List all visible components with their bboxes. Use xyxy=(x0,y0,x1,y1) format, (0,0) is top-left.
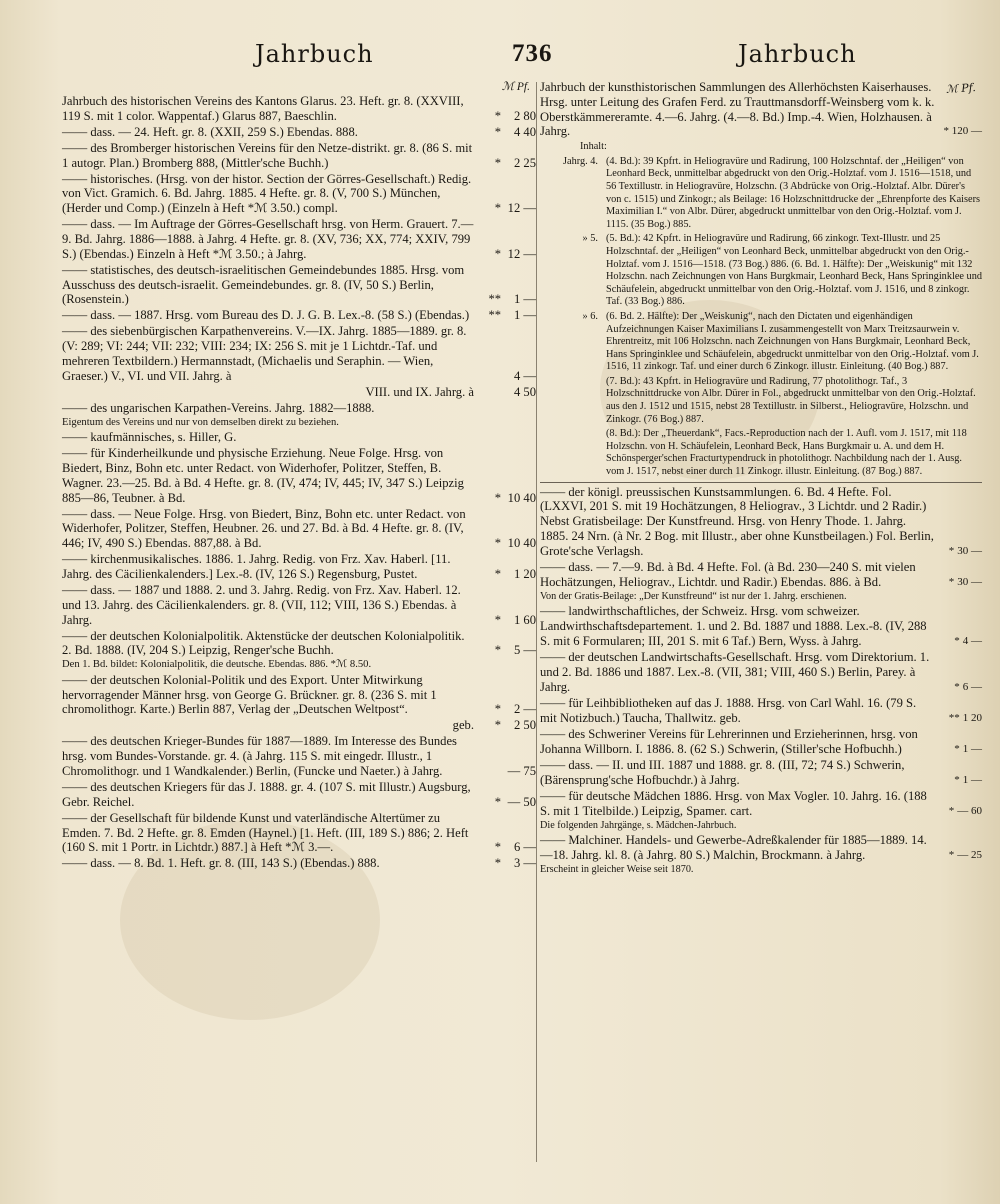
catalog-entry xyxy=(540,80,982,139)
price-mark: ** xyxy=(488,308,502,323)
entry-price xyxy=(474,94,536,124)
entry-text: —— des Bromberger historischen Vereins für den Netze-distrikt. gr. 8. (86 S. mit 1 autogr. Plan.) Bromberg 888, (Mittler'sche Buchh.) xyxy=(62,140,473,170)
note-text: Erscheint in gleicher Weise seit 1870. xyxy=(540,864,694,876)
price-mark: * xyxy=(948,804,955,817)
entry-text: —— dass. — Im Auftrage der Görres-Gesellschaft hrsg. von Herm. Grauert. 7.—9. Bd. Jahrg. 1886—1888. à Jahrg. 4 Hefte. gr. 8. (XV, 736; XX, 774; XXIV, 799 S.) (Ebendas.) Einzeln à Heft *ℳ 3.50.; à Jahrg. xyxy=(62,217,474,261)
entry-price xyxy=(474,324,536,383)
catalog-entry xyxy=(540,560,982,590)
column-divider xyxy=(536,82,537,1162)
price-value: 5 — xyxy=(513,643,536,658)
catalog-entry xyxy=(62,308,536,323)
price-value: 12 — xyxy=(507,246,536,261)
entry-price xyxy=(474,217,536,261)
price-mark: * xyxy=(954,742,960,755)
entry-text: —— des deutschen Krieger-Bundes für 1887—1889. Im Interesse des Bundes hrsg. vom Bundes-Vorstande. gr. 4. (à Jahrg. 115 S. mit eingedr. Illustr., 1 Chromolithogr. und 1 Wandkalender.) Berlin, (Funcke und Naeter.) à Jahrg. xyxy=(62,734,457,779)
catalog-entry xyxy=(540,485,982,559)
catalog-entry xyxy=(62,718,536,733)
price-value: 1 — xyxy=(513,292,536,307)
price-value: 1 60 xyxy=(513,612,536,627)
price-mark: ** xyxy=(488,292,502,307)
entry-text: —— für deutsche Mädchen 1886. Hrsg. von Max Vogler. 10. Jahrg. 16. (188 S. mit 1 Titelbilde.) Leipzig, Spamer. cart. xyxy=(540,788,927,818)
note-text: Eigentum des Vereins und nur von demselben direkt zu beziehen. xyxy=(62,416,339,428)
price-mark: * xyxy=(494,702,502,717)
price-value: — 50 xyxy=(507,794,536,809)
contents-item-text: (8. Bd.): Der „Theuerdank“, Facs.-Reproduction nach der 1. Aufl. vom J. 1517, mit 118 Holzschn. von H. Schäufelein, Leonhard Beck, Hans Burgkmair u. A. und dem H. Schönsperger'schen Fracturtypendruck in photolithogr. Nachbildung nach der 1. Ausg. vom J. 1517, nebst einer durch 11 Zinkogr. illustr. Einleitung. (87 Bog.) 887. xyxy=(606,428,967,478)
entry-price xyxy=(474,141,536,171)
entry-text: —— kaufmännisches, s. Hiller, G. xyxy=(62,430,237,445)
contents-item-label xyxy=(540,428,606,478)
price-value: 10 40 xyxy=(507,490,536,505)
price-mark: * xyxy=(954,773,960,786)
contents-item-text: (5. Bd.): 42 Kpfrt. in Heliogravüre und Radirung, 66 zinkogr. Text-Illustr. und 25 Holzschntaf. der „Heiligen“ von Leonhard Beck, unmittelbar abgedruckt von den Orig.-Holztaf. vom J. 1516—1518. (73 Bog.) 886. (6. Bd. 1. Hälfte): Der „Weiskunig“ mit 132 Holzschn. nach Zeichnungen von Hans Burgkmair, Leonhard Beck, Hans Springinklee und Schäufelein, abgedruckt unmittelbar von den Orig.-Holztaf. vom J. 1516, und 8 zinkogr. Taf. (33 Bog.) 886. xyxy=(606,233,983,308)
price-value: 3 — xyxy=(513,856,536,871)
entry-price xyxy=(936,727,982,757)
entry-text: —— Malchiner. Handels- und Gewerbe-Adreßkalender für 1885—1889. 14.—18. Jahrg. kl. 8. (à Jahrg. 80 S.) Malchin, Brockmann. à Jahrg. xyxy=(540,833,927,863)
entry-price xyxy=(936,650,982,694)
price-value: 2 25 xyxy=(513,155,536,170)
price-value: 30 — xyxy=(957,575,982,588)
entry-text: —— der deutschen Kolonial-Politik und des Export. Unter Mitwirkung hervorragender Männer hrsg. von George G. Brückner. gr. 8. (236 S. mit 1 chromolithogr. Karte.) Berlin 887, Verlag der „Deutschen Weltpost“. xyxy=(62,672,437,717)
entry-price xyxy=(474,718,536,733)
catalog-entry xyxy=(540,789,982,819)
currency-header-left: ℳ Pf. xyxy=(501,81,530,93)
entry-text: Jahrbuch des historischen Vereins des Kantons Glarus. 23. Heft. gr. 8. (XXVIII, 119 S. mit 1 color. Wappentaf.) Glarus 887, Baeschlin. xyxy=(62,94,464,123)
catalog-entry xyxy=(62,673,536,717)
price-mark: * xyxy=(494,718,502,733)
catalog-entry xyxy=(62,446,536,505)
entry-price xyxy=(936,789,982,819)
entry-text: —— der deutschen Landwirtschafts-Gesellschaft. Hrsg. vom Direktorium. 1. und 2. Bd. 1886 und 1887. Lex.-8. (VII, 381; VIII, 460 S.) Berlin, Parey. à Jahrg. xyxy=(540,650,930,694)
entry-price xyxy=(474,659,536,671)
catalog-entry xyxy=(540,758,982,788)
price-value: — 60 xyxy=(957,804,982,817)
price-mark: * xyxy=(494,201,502,216)
catalog-entry xyxy=(62,583,536,627)
contents-item-text: (7. Bd.): 43 Kpfrt. in Heliogravüre und Radirung, 77 photolithogr. Taf., 3 Holzschnittdrucke von Albr. Dürer in Fol., abgedruckt unmittelbar von den Orig.-Holztaf. aus den J. 1512 und 1515, nebst 28 Textillustr. in Silberst., Heliogravüre, Holzschn. und Zinkogr. (76 Bog.) 887. xyxy=(606,375,976,425)
contents-item-label: » 5. xyxy=(582,233,598,245)
price-mark: * xyxy=(494,108,502,123)
price-value: 1 20 xyxy=(962,711,982,724)
contents-item xyxy=(540,156,982,232)
price-value: 2 50 xyxy=(513,718,536,733)
price-value: 1 — xyxy=(962,742,982,755)
entry-price xyxy=(474,734,536,778)
entry-price xyxy=(936,604,982,648)
right-column xyxy=(540,80,982,878)
entry-text: —— des ungarischen Karpathen-Vereins. Jahrg. 1882—1888. xyxy=(62,400,375,415)
entry-price xyxy=(936,864,982,876)
price-value: 10 40 xyxy=(507,536,536,551)
contents-item-label: » 6. xyxy=(582,310,598,322)
running-header xyxy=(0,40,1000,80)
catalog-entry xyxy=(62,430,536,445)
price-value: 1 — xyxy=(513,308,536,323)
entry-text: —— für Kinderheilkunde und physische Erziehung. Neue Folge. Hrsg. von Biedert, Binz, Bohn etc. unter Redact. von Widerhofer, Politzer, Steffen, B. Wagner. 23.—25. Bd. à Bd. 4 Hefte. gr. 8. (IV, 474; IV, 445; IV, 347 S.) Leipzig 885—86, Teubner. à Bd. xyxy=(62,446,464,505)
page-number: 736 xyxy=(512,40,553,67)
entry-price xyxy=(936,696,982,726)
price-value: 4 — xyxy=(513,368,536,383)
entry-price xyxy=(936,833,982,863)
entry-price xyxy=(474,552,536,582)
entry-price xyxy=(474,507,536,551)
contents-item xyxy=(540,233,982,309)
price-value: 6 — xyxy=(962,680,982,693)
entry-text: —— der deutschen Kolonialpolitik. Aktenstücke der deutschen Kolonialpolitik. 2. Bd. 1888. (IV, 204 S.) Leipzig, Renger'sche Buchh. xyxy=(62,628,465,658)
catalog-entry xyxy=(540,696,982,726)
entry-text: —— der Gesellschaft für bildende Kunst und vaterländische Altertümer zu Emden. 7. Bd. 2 Hefte. gr. 8. Emden (Haynel.) [1. Heft. (III, 189 S.) 886; 2. Heft (160 S. mit 1 Portr. in Lichtdr.) 887.] à Heft *ℳ 3.—. xyxy=(62,810,469,855)
catalog-entry xyxy=(62,263,536,307)
price-mark: * xyxy=(948,575,955,588)
contents-block xyxy=(540,141,982,478)
note-text: Den 1. Bd. bildet: Kolonialpolitik, die deutsche. Ebendas. 886. *ℳ 8.50. xyxy=(62,659,372,671)
price-mark: * xyxy=(948,544,955,557)
entry-price xyxy=(474,417,536,429)
entry-text: —— dass. — 1887. Hrsg. vom Bureau des D. J. G. B. Lex.-8. (58 S.) (Ebendas.) xyxy=(62,308,470,323)
entry-text: geb. xyxy=(452,718,474,733)
catalog-entry xyxy=(62,385,536,400)
entry-text: VIII. und IX. Jahrg. à xyxy=(365,384,474,399)
price-value: 12 — xyxy=(507,201,536,216)
entry-price xyxy=(474,308,536,323)
running-title-right: Jahrbuch xyxy=(738,40,857,68)
catalog-entry xyxy=(62,507,536,551)
entry-text: —— dass. — 7.—9. Bd. à Bd. 4 Hefte. Fol. (à Bd. 230—240 S. mit vielen Hochätzungen, Heliograv., Lichtdr. und Radir.) Ebendas. 886. à Bd. xyxy=(540,560,916,589)
entry-text: —— kirchenmusikalisches. 1886. 1. Jahrg. Redig. von Frz. Xav. Haberl. [11. Jahrg. des Cäcilienkalenders.] Lex.-8. (IV, 126 S.) Regensburg, Pustet. xyxy=(62,552,451,581)
entry-price xyxy=(936,820,982,832)
entry-text: —— historisches. (Hrsg. von der histor. Section der Görres-Gesellschaft.) Redig. von Vict. Gramich. 6. Bd. Jahrg. 1885. 4 Hefte. gr. 8. (V, 700 S.) München, (Herder und Comp.) (Einzeln à Heft *ℳ 3.50.) compl. xyxy=(62,171,472,216)
catalog-entry xyxy=(62,401,536,416)
price-mark: * xyxy=(948,849,955,862)
catalog-entry xyxy=(62,125,536,140)
catalog-entry xyxy=(62,324,536,383)
note-text: Von der Gratis-Beilage: „Der Kunstfreund“ ist nur der 1. Jahrg. erschienen. xyxy=(540,590,847,602)
price-mark: * xyxy=(494,856,502,871)
catalog-entry xyxy=(62,141,536,171)
entry-price xyxy=(474,401,536,416)
catalog-entry xyxy=(540,650,982,694)
entry-text: —— dass. — Neue Folge. Hrsg. von Biedert, Binz, Bohn etc. unter Redact. von Widerhofer, Politzer, Steffen, Heubner. 26. und 27. Bd. à Bd. 4 Hefte. gr. 8. (IV, 446; IV, 490 S.) Ebendas. 887,88. à Bd. xyxy=(62,506,466,551)
contents-item xyxy=(540,311,982,374)
entry-price xyxy=(474,430,536,445)
entry-price xyxy=(936,560,982,590)
entry-text: —— des siebenbürgischen Karpathenvereins. V.—IX. Jahrg. 1885—1889. gr. 8. (V: 289; VI: 244; VII: 232; VIII: 234; IX: 256 S. mit je 1 Lichtdr.-Taf. und mehreren Textbildern.) Hermannstadt, (Michaelis und Seraphin. — Wien, Graeser.) V., VI. und VII. Jahrg. à xyxy=(62,324,467,383)
entry-price xyxy=(474,780,536,810)
entry-price xyxy=(936,758,982,788)
price-value: 2 — xyxy=(513,702,536,717)
entry-price xyxy=(936,80,982,139)
entry-note xyxy=(62,659,536,671)
entry-text: —— statistisches, des deutsch-israelitischen Gemeindebundes 1885. Hrsg. vom Ausschuss des deutsch-israelit. Gemeindebundes. gr. 8. (IV, 50 S.) Berlin, (Rosenstein.) xyxy=(62,262,465,307)
catalog-entry xyxy=(62,172,536,216)
entry-price xyxy=(474,583,536,627)
contents-list xyxy=(540,156,982,479)
price-mark: * xyxy=(494,794,502,809)
price-mark: * xyxy=(494,490,502,505)
entry-text: —— für Leihbibliotheken auf das J. 1888. Hrsg. von Carl Wahl. 16. (79 S. mit Notizbuch.) Taucha, Thallwitz. geb. xyxy=(540,695,917,725)
right-entries xyxy=(540,485,982,877)
entry-price xyxy=(474,263,536,307)
price-mark: * xyxy=(954,634,960,647)
entry-text: —— der königl. preussischen Kunstsammlungen. 6. Bd. 4 Hefte. Fol. (LXXVI, 201 S. mit 19 Hochätzungen, 8 Heliograv., 3 Lichtdr. und 2 Radir.) Nebst Gratisbeilage: Der Kunstfreund. Hrsg. von Henry Thode. 1. Jahrg. 1885. 24 Nrn. (à Nr. 2 Bog. mit Illustr., aber ohne Kunstbeilagen.) Fol. Berlin, Grote'sche Verlagsh. xyxy=(540,484,934,558)
catalog-entry xyxy=(62,629,536,659)
price-mark: * xyxy=(494,246,502,261)
entry-text: —— dass. — 1887 und 1888. 2. und 3. Jahrg. Redig. von Frz. Xav. Haberl. 12. und 13. Jahrg. des Cäcilienkalenders. gr. 8. (VII, 112; VIII, 136 S.) Ebendas. à Jahrg. xyxy=(62,582,461,627)
price-value: — 25 xyxy=(957,849,982,862)
price-mark: * xyxy=(494,566,502,581)
contents-item-text: (6. Bd. 2. Hälfte): Der „Weiskunig“, nach den Dictaten und eigenhändigen Aufzeichnungen Kaiser Maximilians I. zusammengestellt von Marx Treitzsaurwein v. Ehrentreitz, mit 106 Holzschn. nach Zeichnungen von Hans Burgkmair, Leonhard Beck, Hans Springinklee und Schäufelein, abgedruckt unmittelbar von den Orig.-Holztaf. vom J. 1516, 11 zinkogr. Taf. und einer durch 6 Zinkogr. illustr. Einleitung. (40 Bog.) 887. xyxy=(606,310,979,373)
entry-note xyxy=(540,864,982,876)
price-mark: * xyxy=(494,612,502,627)
catalog-entry xyxy=(62,217,536,261)
price-mark: * xyxy=(494,643,502,658)
catalog-entry xyxy=(62,856,536,871)
price-mark: * xyxy=(494,536,502,551)
price-mark: * xyxy=(494,155,502,170)
price-mark: * xyxy=(954,680,960,693)
price-value: 30 — xyxy=(957,544,982,557)
contents-item xyxy=(540,428,982,478)
catalog-entry xyxy=(540,604,982,648)
entry-text: —— des Schweriner Vereins für Lehrerinnen und Erzieherinnen, hrsg. von Johanna Willborn. I. 1886. 8. (62 S.) Schwerin, (Stiller'sche Hofbuchh.) xyxy=(540,726,918,756)
price-mark: * xyxy=(494,840,502,855)
price-mark: * xyxy=(494,124,502,139)
left-column xyxy=(62,80,536,872)
entry-text: —— dass. — 8. Bd. 1. Heft. gr. 8. (III, 143 S.) (Ebendas.) 888. xyxy=(62,856,380,871)
catalog-entry xyxy=(62,811,536,855)
price-value: 1 — xyxy=(962,773,982,786)
contents-item xyxy=(540,376,982,426)
entry-price xyxy=(474,856,536,871)
entry-price xyxy=(474,446,536,505)
price-value: 120 — xyxy=(951,125,982,138)
entry-price xyxy=(474,172,536,216)
entry-note xyxy=(540,591,982,603)
catalog-entry xyxy=(62,780,536,810)
price-mark: * xyxy=(943,125,949,138)
note-text: Die folgenden Jahrgänge, s. Mädchen-Jahrbuch. xyxy=(540,819,737,831)
catalog-entry xyxy=(62,552,536,582)
contents-item-label xyxy=(540,376,606,426)
currency-header-right: ℳ Pf. xyxy=(945,80,977,97)
entry-text: —— dass. — 24. Heft. gr. 8. (XXII, 259 S.) Ebendas. 888. xyxy=(62,124,358,139)
price-value: 4 50 xyxy=(513,384,536,399)
price-value: 6 — xyxy=(513,840,536,855)
entry-note xyxy=(540,820,982,832)
contents-item-label: Jahrg. 4. xyxy=(563,155,598,167)
price-value: 1 20 xyxy=(513,566,536,581)
price-value: 2 80 xyxy=(513,108,536,123)
price-mark: ** xyxy=(948,711,960,724)
entry-text: —— landwirthschaftliches, der Schweiz. Hrsg. vom schweizer. Landwirthschaftsdepartement. 1. und 2. Bd. 1887 und 1888. Lex.-8. (IV, 288 S. mit 6 Formularen; III, 201 S. mit 6 Taf.) Bern, Wyss. à Jahrg. xyxy=(540,604,927,648)
price-value: 4 — xyxy=(962,634,982,647)
entry-price xyxy=(474,385,536,400)
contents-label: Inhalt: xyxy=(580,141,607,153)
entry-price xyxy=(474,125,536,140)
price-value: 4 40 xyxy=(513,124,536,139)
catalog-entry xyxy=(540,727,982,757)
contents-item-text: (4. Bd.): 39 Kpfrt. in Heliogravüre und Radirung, 100 Holzschntaf. der „Heiligen“ von Leonhard Beck, unmittelbar abgedruckt von den Orig.-Holztaf. vom J. 1516—1518, und 56 Textillustr. in Heliogravüre, Holzschn. (3 Abdrücke von Orig.-Holztaf. Albr. Dürer's von c. 1515) und Zinkogr.; als Beilage: 16 Holzschnittdrucke der „Ehrenpforte des Kaisers Maximilian I.“ von Albr. Dürer, abgedruckt unmittelbar von den Orig.-Holztaf. vom J. 1115. (35 Bog.) 885. xyxy=(606,155,981,230)
entry-note xyxy=(62,417,536,429)
entry-text: —— des deutschen Kriegers für das J. 1888. gr. 4. (107 S. mit Illustr.) Augsburg, Gebr. Reichel. xyxy=(62,780,471,809)
entry-text: —— dass. — II. und III. 1887 und 1888. gr. 8. (III, 72; 74 S.) Schwerin, (Bärensprung'sche Hofbuchdr.) à Jahrg. xyxy=(540,757,905,787)
entry-price xyxy=(474,811,536,855)
catalog-entry xyxy=(62,734,536,778)
catalog-entry xyxy=(62,94,536,124)
section-rule xyxy=(540,482,982,483)
price-value: — 75 xyxy=(507,764,536,779)
running-title-left: Jahrbuch xyxy=(255,40,374,68)
catalog-entry xyxy=(540,833,982,863)
entry-price xyxy=(474,629,536,659)
entry-price xyxy=(936,591,982,603)
entry-text: Jahrbuch der kunsthistorischen Sammlungen des Allerhöchsten Kaiserhauses. Hrsg. unter Leitung des Grafen Ferd. zu Trauttmansdorff-Weinsberg vom k. k. Oberstkämmereramte. 4.—6. Jahrg. (4.—8. Bd.) Imp.-4. Wien, Holzhausen. à Jahrg. xyxy=(540,80,935,139)
entry-price xyxy=(936,485,982,559)
entry-price xyxy=(474,673,536,717)
